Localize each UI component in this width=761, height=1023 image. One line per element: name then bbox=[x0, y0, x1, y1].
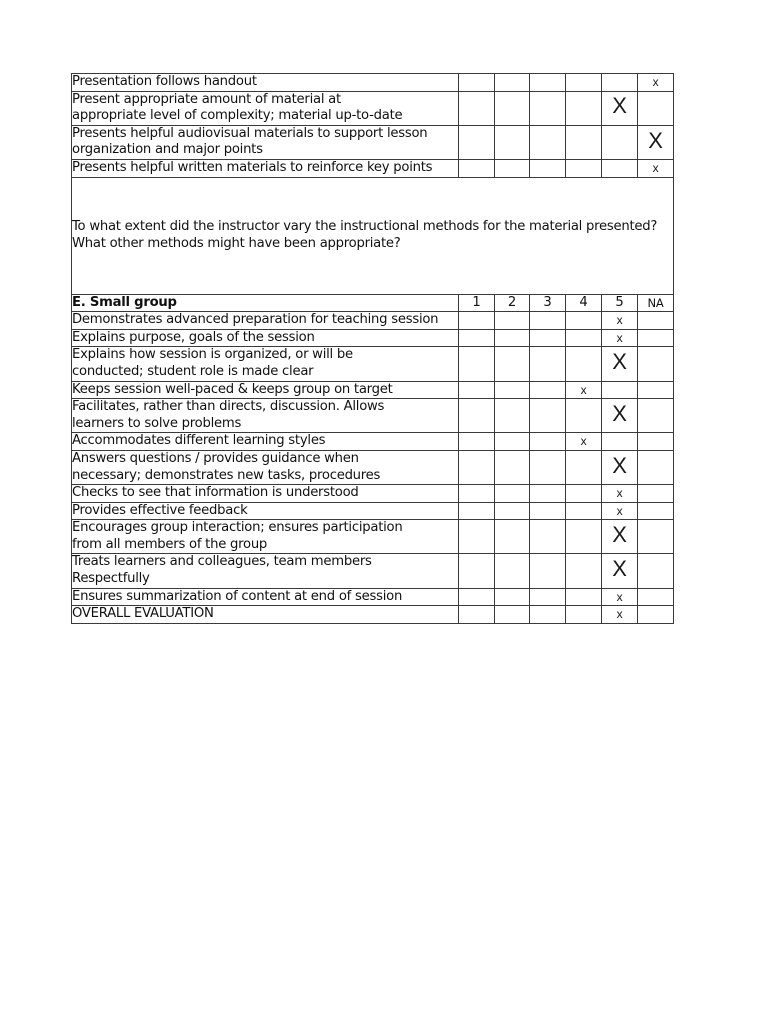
rating-cell-na[interactable] bbox=[638, 502, 674, 520]
rating-cell-4[interactable] bbox=[566, 606, 602, 624]
rating-row bbox=[72, 520, 674, 554]
rating-cell-na[interactable] bbox=[638, 554, 674, 588]
rating-cell-2[interactable] bbox=[495, 485, 530, 503]
scale-header-2: 2 bbox=[495, 294, 530, 312]
rating-cell-1[interactable] bbox=[459, 329, 495, 347]
rating-cell-4[interactable] bbox=[566, 91, 602, 125]
rating-cell-5[interactable] bbox=[602, 399, 638, 433]
rating-cell-2[interactable] bbox=[495, 588, 530, 606]
rating-cell-na[interactable] bbox=[638, 520, 674, 554]
rating-cell-3[interactable] bbox=[530, 347, 566, 381]
rating-cell-2[interactable] bbox=[495, 329, 530, 347]
criterion-label bbox=[72, 91, 459, 125]
criterion-label bbox=[72, 125, 459, 159]
rating-cell-na[interactable] bbox=[638, 91, 674, 125]
rating-cell-4[interactable] bbox=[566, 381, 602, 399]
check-mark-icon: X bbox=[612, 93, 627, 119]
criterion-label-line: Presentation follows handout bbox=[72, 74, 257, 89]
check-mark-icon: X bbox=[612, 400, 627, 426]
rating-cell-4[interactable] bbox=[566, 485, 602, 503]
criterion-label bbox=[72, 74, 459, 92]
criterion-label-line: necessary; demonstrates new tasks, procedures bbox=[72, 467, 381, 483]
rating-cell-3[interactable] bbox=[530, 433, 566, 451]
rating-row bbox=[72, 329, 674, 347]
rating-row bbox=[72, 502, 674, 520]
criterion-label bbox=[72, 606, 459, 624]
evaluation-table bbox=[71, 73, 674, 624]
rating-cell-2[interactable] bbox=[495, 347, 530, 381]
rating-cell-4[interactable] bbox=[566, 329, 602, 347]
criterion-label bbox=[72, 520, 459, 554]
rating-cell-1[interactable] bbox=[459, 399, 495, 433]
rating-cell-1[interactable] bbox=[459, 588, 495, 606]
question-row bbox=[72, 177, 674, 294]
criterion-label-line: Facilitates, rather than directs, discussion. Allows bbox=[72, 399, 385, 415]
check-mark-icon: x bbox=[652, 75, 659, 89]
check-mark-icon: x bbox=[580, 434, 587, 449]
scale-header-4: 4 bbox=[566, 294, 602, 312]
rating-cell-4[interactable] bbox=[566, 125, 602, 159]
rating-row bbox=[72, 125, 674, 159]
check-mark-icon: X bbox=[648, 127, 663, 153]
rating-cell-na[interactable] bbox=[638, 312, 674, 330]
criterion-label-line: Respectfully bbox=[72, 571, 150, 587]
rating-cell-3[interactable] bbox=[530, 74, 566, 92]
rating-cell-3[interactable] bbox=[530, 450, 566, 484]
rating-cell-3[interactable] bbox=[530, 329, 566, 347]
check-mark-icon: x bbox=[580, 382, 587, 397]
rating-cell-5[interactable] bbox=[602, 502, 638, 520]
rating-cell-5[interactable] bbox=[602, 606, 638, 624]
rating-cell-1[interactable] bbox=[459, 485, 495, 503]
question-line-1: To what extent did the instructor vary the instructional methods for the material presented? bbox=[72, 218, 658, 234]
rating-cell-na[interactable] bbox=[638, 485, 674, 503]
rating-cell-3[interactable] bbox=[530, 520, 566, 554]
rating-cell-5[interactable] bbox=[602, 329, 638, 347]
check-mark-icon: X bbox=[612, 452, 627, 478]
rating-cell-2[interactable] bbox=[495, 520, 530, 554]
rating-cell-2[interactable] bbox=[495, 554, 530, 588]
rating-cell-1[interactable] bbox=[459, 520, 495, 554]
rating-cell-1[interactable] bbox=[459, 74, 495, 92]
rating-cell-5[interactable] bbox=[602, 433, 638, 451]
rating-cell-2[interactable] bbox=[495, 433, 530, 451]
criterion-label-line: OVERALL EVALUATION bbox=[72, 606, 214, 622]
rating-cell-4[interactable] bbox=[566, 520, 602, 554]
rating-cell-2[interactable] bbox=[495, 450, 530, 484]
rating-row bbox=[72, 485, 674, 503]
criterion-label bbox=[72, 450, 459, 484]
rating-cell-2[interactable] bbox=[495, 91, 530, 125]
rating-cell-4[interactable] bbox=[566, 399, 602, 433]
rating-cell-3[interactable] bbox=[530, 588, 566, 606]
criterion-label-line: Checks to see that information is understood bbox=[72, 485, 359, 501]
rating-row bbox=[72, 450, 674, 484]
rating-cell-2[interactable] bbox=[495, 125, 530, 159]
rating-cell-na[interactable] bbox=[638, 433, 674, 451]
section-e-header-row bbox=[72, 294, 674, 312]
rating-cell-na[interactable] bbox=[638, 381, 674, 399]
rating-row bbox=[72, 433, 674, 451]
rating-cell-na[interactable] bbox=[638, 125, 674, 159]
rating-cell-4[interactable] bbox=[566, 74, 602, 92]
rating-cell-3[interactable] bbox=[530, 485, 566, 503]
rating-cell-2[interactable] bbox=[495, 502, 530, 520]
rating-row bbox=[72, 588, 674, 606]
rating-cell-2[interactable] bbox=[495, 74, 530, 92]
rating-cell-1[interactable] bbox=[459, 450, 495, 484]
rating-row bbox=[72, 399, 674, 433]
rating-cell-1[interactable] bbox=[459, 159, 495, 177]
rating-cell-4[interactable] bbox=[566, 312, 602, 330]
rating-row bbox=[72, 606, 674, 624]
rating-row bbox=[72, 381, 674, 399]
rating-row bbox=[72, 91, 674, 125]
check-mark-icon: X bbox=[612, 556, 627, 582]
check-mark-icon: x bbox=[652, 160, 659, 175]
rating-cell-5[interactable] bbox=[602, 91, 638, 125]
check-mark-icon: x bbox=[616, 589, 623, 604]
rating-cell-na[interactable] bbox=[638, 347, 674, 381]
rating-cell-na[interactable] bbox=[638, 159, 674, 177]
rating-cell-5[interactable] bbox=[602, 347, 638, 381]
rating-cell-1[interactable] bbox=[459, 433, 495, 451]
rating-cell-4[interactable] bbox=[566, 433, 602, 451]
rating-row bbox=[72, 554, 674, 588]
rating-cell-5[interactable] bbox=[602, 381, 638, 399]
rating-cell-2[interactable] bbox=[495, 312, 530, 330]
criterion-label-line: Treats learners and colleagues, team members bbox=[72, 554, 372, 570]
scale-header-1: 1 bbox=[459, 294, 495, 312]
rating-cell-4[interactable] bbox=[566, 588, 602, 606]
criterion-label bbox=[72, 312, 459, 330]
scale-header-na: NA bbox=[638, 294, 674, 312]
rating-cell-1[interactable] bbox=[459, 502, 495, 520]
criterion-label bbox=[72, 588, 459, 606]
rating-cell-na[interactable] bbox=[638, 329, 674, 347]
rating-cell-na[interactable] bbox=[638, 606, 674, 624]
criterion-label-line: Explains purpose, goals of the session bbox=[72, 329, 315, 345]
criterion-label bbox=[72, 347, 459, 381]
section-e-title: E. Small group bbox=[72, 294, 459, 312]
criterion-label-line: conducted; student role is made clear bbox=[72, 363, 314, 379]
rating-cell-5[interactable] bbox=[602, 588, 638, 606]
rating-cell-1[interactable] bbox=[459, 554, 495, 588]
criterion-label bbox=[72, 502, 459, 520]
rating-cell-1[interactable] bbox=[459, 91, 495, 125]
criterion-label bbox=[72, 329, 459, 347]
rating-cell-4[interactable] bbox=[566, 554, 602, 588]
rating-cell-1[interactable] bbox=[459, 125, 495, 159]
rating-cell-na[interactable] bbox=[638, 450, 674, 484]
criterion-label-line: Encourages group interaction; ensures participation bbox=[72, 520, 403, 536]
criterion-label-line: learners to solve problems bbox=[72, 415, 242, 431]
rating-cell-2[interactable] bbox=[495, 399, 530, 433]
rating-row bbox=[72, 159, 674, 177]
rating-cell-1[interactable] bbox=[459, 312, 495, 330]
check-mark-icon: x bbox=[616, 486, 623, 501]
check-mark-icon: x bbox=[616, 503, 623, 518]
rating-cell-2[interactable] bbox=[495, 381, 530, 399]
rating-cell-5[interactable] bbox=[602, 312, 638, 330]
criterion-label-line: organization and major points bbox=[72, 142, 263, 158]
check-mark-icon: x bbox=[616, 330, 623, 345]
rating-cell-2[interactable] bbox=[495, 606, 530, 624]
criterion-label bbox=[72, 433, 459, 451]
rating-cell-3[interactable] bbox=[530, 502, 566, 520]
rating-cell-na[interactable] bbox=[638, 74, 674, 92]
criterion-label-line: appropriate level of complexity; material up-to-date bbox=[72, 108, 403, 124]
rating-cell-3[interactable] bbox=[530, 125, 566, 159]
criterion-label-line: Accommodates different learning styles bbox=[72, 433, 326, 449]
rating-cell-3[interactable] bbox=[530, 159, 566, 177]
rating-cell-5[interactable] bbox=[602, 159, 638, 177]
rating-cell-1[interactable] bbox=[459, 606, 495, 624]
rating-cell-3[interactable] bbox=[530, 381, 566, 399]
check-mark-icon: X bbox=[612, 522, 627, 548]
rating-row bbox=[72, 74, 674, 92]
criterion-label bbox=[72, 399, 459, 433]
criterion-label-line: Present appropriate amount of material at bbox=[72, 91, 341, 107]
rating-cell-na[interactable] bbox=[638, 399, 674, 433]
rating-cell-3[interactable] bbox=[530, 91, 566, 125]
scale-header-5: 5 bbox=[602, 294, 638, 312]
rating-cell-4[interactable] bbox=[566, 502, 602, 520]
rating-cell-3[interactable] bbox=[530, 312, 566, 330]
rating-cell-5[interactable] bbox=[602, 125, 638, 159]
criterion-label bbox=[72, 485, 459, 503]
criterion-label bbox=[72, 159, 459, 177]
criterion-label-line: Demonstrates advanced preparation for teaching session bbox=[72, 312, 439, 328]
criterion-label-line: from all members of the group bbox=[72, 536, 268, 552]
rating-cell-5[interactable] bbox=[602, 520, 638, 554]
question-block bbox=[72, 177, 674, 294]
criterion-label bbox=[72, 554, 459, 588]
criterion-label-line: Presents helpful audiovisual materials to support lesson bbox=[72, 125, 428, 141]
section-e-rows bbox=[72, 294, 674, 623]
rating-cell-4[interactable] bbox=[566, 450, 602, 484]
rating-cell-5[interactable] bbox=[602, 450, 638, 484]
criterion-label-line: Presents helpful written materials to reinforce key points bbox=[72, 159, 433, 175]
rating-cell-4[interactable] bbox=[566, 159, 602, 177]
rating-cell-3[interactable] bbox=[530, 606, 566, 624]
rating-cell-3[interactable] bbox=[530, 554, 566, 588]
rating-cell-3[interactable] bbox=[530, 399, 566, 433]
check-mark-icon: X bbox=[612, 349, 627, 375]
rating-cell-4[interactable] bbox=[566, 347, 602, 381]
rating-row bbox=[72, 312, 674, 330]
criterion-label-line: Answers questions / provides guidance when bbox=[72, 450, 359, 466]
criterion-label bbox=[72, 381, 459, 399]
rating-cell-2[interactable] bbox=[495, 159, 530, 177]
rating-cell-5[interactable] bbox=[602, 485, 638, 503]
rating-cell-na[interactable] bbox=[638, 588, 674, 606]
question-cell[interactable] bbox=[72, 177, 674, 294]
check-mark-icon: x bbox=[616, 607, 623, 622]
rating-row bbox=[72, 347, 674, 381]
criterion-label-line: Explains how session is organized, or will be bbox=[72, 347, 353, 363]
criterion-label-line: Keeps session well-paced & keeps group on target bbox=[72, 381, 393, 397]
criterion-label-line: Ensures summarization of content at end of session bbox=[72, 588, 403, 604]
rating-cell-5[interactable] bbox=[602, 74, 638, 92]
question-line-2: What other methods might have been appropriate? bbox=[72, 235, 401, 251]
rating-cell-1[interactable] bbox=[459, 347, 495, 381]
rating-cell-5[interactable] bbox=[602, 554, 638, 588]
check-mark-icon: x bbox=[616, 313, 623, 328]
section-d-rows bbox=[72, 74, 674, 178]
scale-header-3: 3 bbox=[530, 294, 566, 312]
rating-cell-1[interactable] bbox=[459, 381, 495, 399]
criterion-label-line: Provides effective feedback bbox=[72, 502, 248, 518]
